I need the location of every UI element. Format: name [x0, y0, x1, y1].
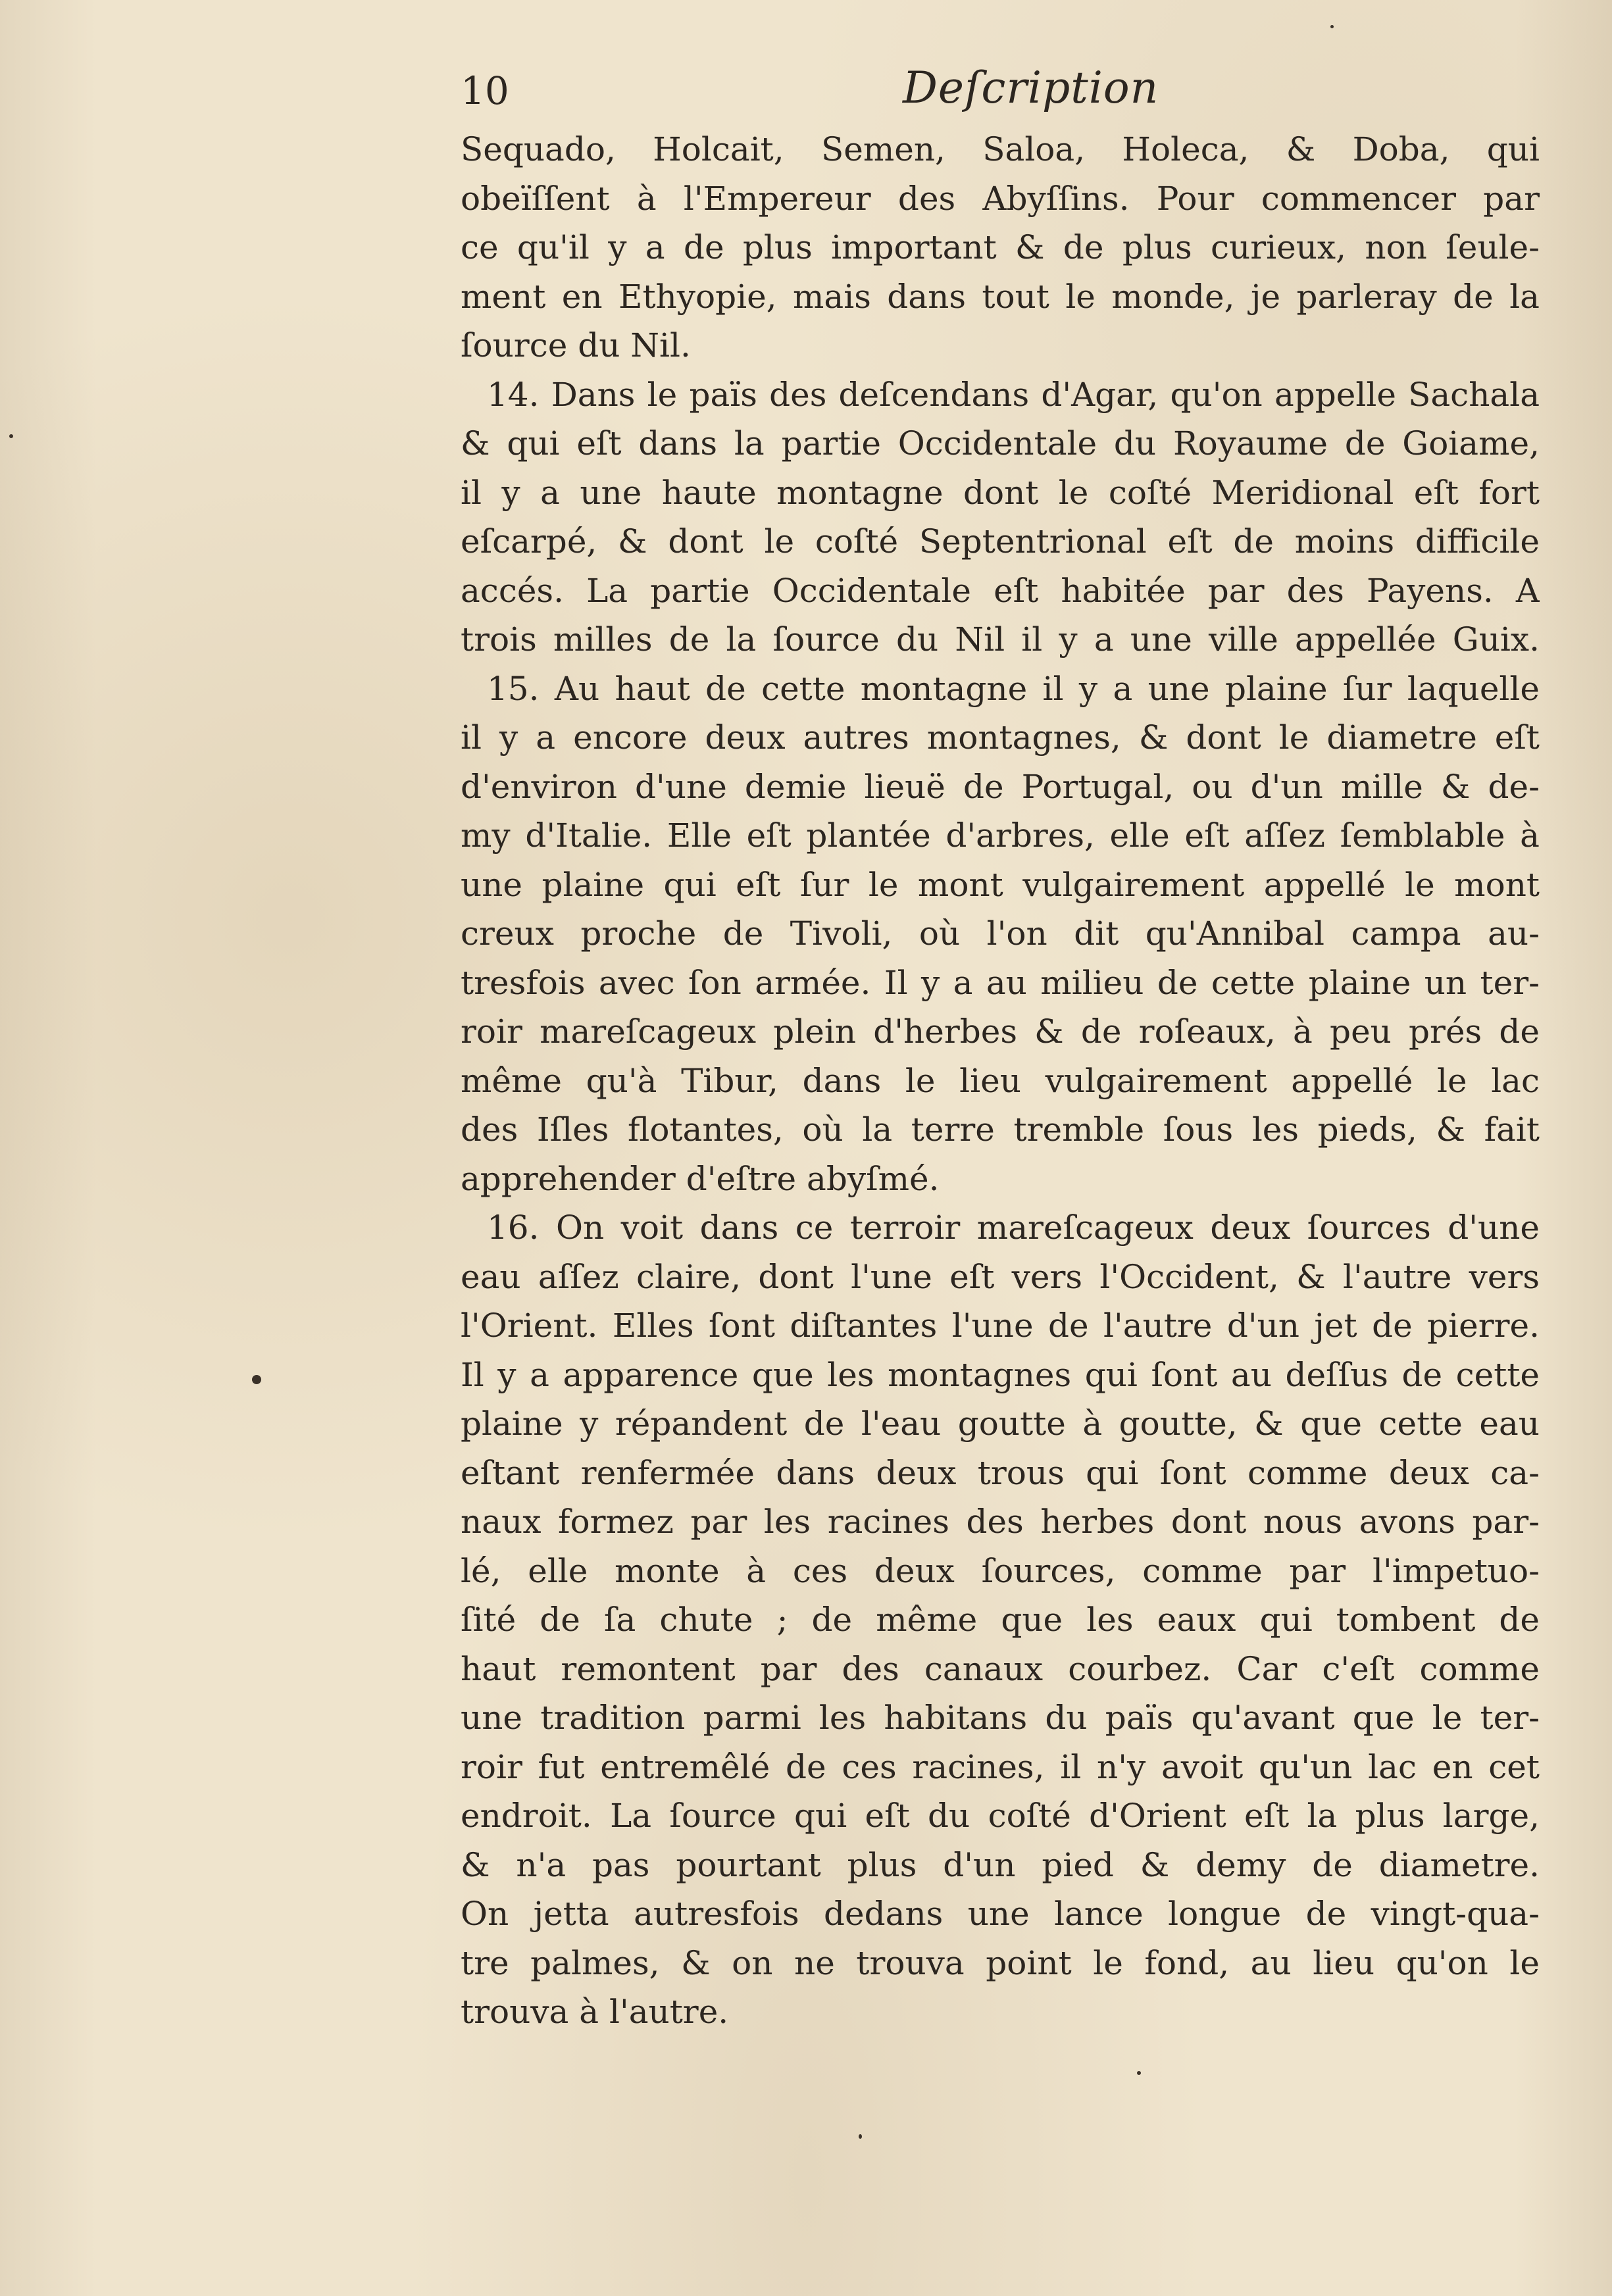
text-line: & qui eſt dans la partie Occidentale du Royaume de Goiame,: [461, 424, 1540, 462]
text-line: accés. La partie Occidentale eſt habitée par des Payens. A: [461, 571, 1540, 610]
text-line: lé, elle monte à ces deux ſources, comme par l'impetuo-: [461, 1551, 1540, 1590]
ink-speck: [1137, 2071, 1141, 2075]
ink-speck: [9, 434, 13, 438]
text-line: ment en Ethyopie, mais dans tout le monde, je parleray de la: [461, 277, 1540, 316]
text-line: roir mareſcageux plein d'herbes & de roſeaux, à peu prés de: [461, 1012, 1540, 1051]
running-title: Deſcription: [903, 62, 1159, 113]
text-line: On jetta autresfois dedans une lance longue de vingt-qua-: [461, 1895, 1540, 1933]
text-line: apprehender d'eſtre abyſmé.: [461, 1159, 940, 1198]
text-line: d'environ d'une demie lieuë de Portugal, ou d'un mille & de-: [461, 767, 1540, 806]
text-line: tre palmes, & on ne trouva point le fond, au lieu qu'on le: [461, 1943, 1540, 1982]
text-line: creux proche de Tivoli, où l'on dit qu'Annibal campa au-: [461, 914, 1540, 953]
body-text: [461, 125, 1540, 2037]
paragraph-15-start: 15. Au haut de cette montagne il y a une plaine ſur laquelle: [487, 669, 1540, 708]
text-line: my d'Italie. Elle eſt plantée d'arbres, elle eſt aſſez ſemblable à: [461, 816, 1540, 855]
text-line: tresfois avec ſon armée. Il y a au milieu de cette plaine un ter-: [461, 963, 1540, 1002]
text-line: obeïſſent à l'Empereur des Abyſſins. Pour commencer par: [461, 179, 1540, 218]
text-line: ſource du Nil.: [461, 326, 691, 364]
text-line: endroit. La ſource qui eſt du coſté d'Orient eſt la plus large,: [461, 1797, 1540, 1835]
text-line: une tradition parmi les habitans du païs qu'avant que le ter-: [461, 1699, 1540, 1737]
text-line: eſtant renfermée dans deux trous qui ſont comme deux ca-: [461, 1453, 1540, 1492]
text-line: trouva à l'autre.: [461, 1993, 729, 2031]
ink-speck: [1330, 25, 1334, 28]
text-line: Sequado, Holcait, Semen, Saloa, Holeca, & Doba, qui: [461, 130, 1540, 168]
text-line: des Iſles flotantes, où la terre tremble ſous les pieds, & fait: [461, 1111, 1540, 1149]
ink-speck: [859, 2134, 862, 2139]
page-header: [461, 57, 1540, 129]
text-line: il y a encore deux autres montagnes, & dont le diametre eſt: [461, 718, 1540, 757]
text-line: haut remontent par des canaux courbez. Car c'eſt comme: [461, 1649, 1540, 1688]
text-line: plaine y répandent de l'eau goutte à goutte, & que cette eau: [461, 1405, 1540, 1443]
paragraph-14-start: 14. Dans le païs des deſcendans d'Agar, qu'on appelle Sachala: [487, 375, 1540, 414]
text-line: eſcarpé, & dont le coſté Septentrional eſt de moins difficile: [461, 522, 1540, 561]
text-line: ce qu'il y a de plus important & de plus curieux, non ſeule-: [461, 228, 1540, 266]
text-line: naux formez par les racines des herbes dont nous avons par-: [461, 1503, 1540, 1541]
page-number: 10: [461, 68, 509, 113]
text-line: ſité de ſa chute ; de même que les eaux qui tombent de: [461, 1601, 1540, 1639]
paragraph-16-start: 16. On voit dans ce terroir mareſcageux deux ſources d'une: [487, 1209, 1540, 1247]
text-line: eau aſſez claire, dont l'une eſt vers l'Occident, & l'autre vers: [461, 1257, 1540, 1296]
text-line: trois milles de la ſource du Nil il y a une ville appellée Guix.: [461, 620, 1540, 659]
text-line: il y a une haute montagne dont le coſté Meridional eſt fort: [461, 473, 1540, 512]
text-line: l'Orient. Elles ſont diſtantes l'une de l'autre d'un jet de pierre.: [461, 1307, 1540, 1345]
text-line: Il y a apparence que les montagnes qui ſont au deſſus de cette: [461, 1355, 1540, 1394]
text-line: roir fut entremêlé de ces racines, il n'y avoit qu'un lac en cet: [461, 1747, 1540, 1786]
text-line: une plaine qui eſt ſur le mont vulgairement appellé le mont: [461, 865, 1540, 904]
ink-speck: [252, 1375, 261, 1384]
text-line: & n'a pas pourtant plus d'un pied & demy de diametre.: [461, 1845, 1540, 1884]
text-line: même qu'à Tibur, dans le lieu vulgairement appellé le lac: [461, 1061, 1540, 1100]
